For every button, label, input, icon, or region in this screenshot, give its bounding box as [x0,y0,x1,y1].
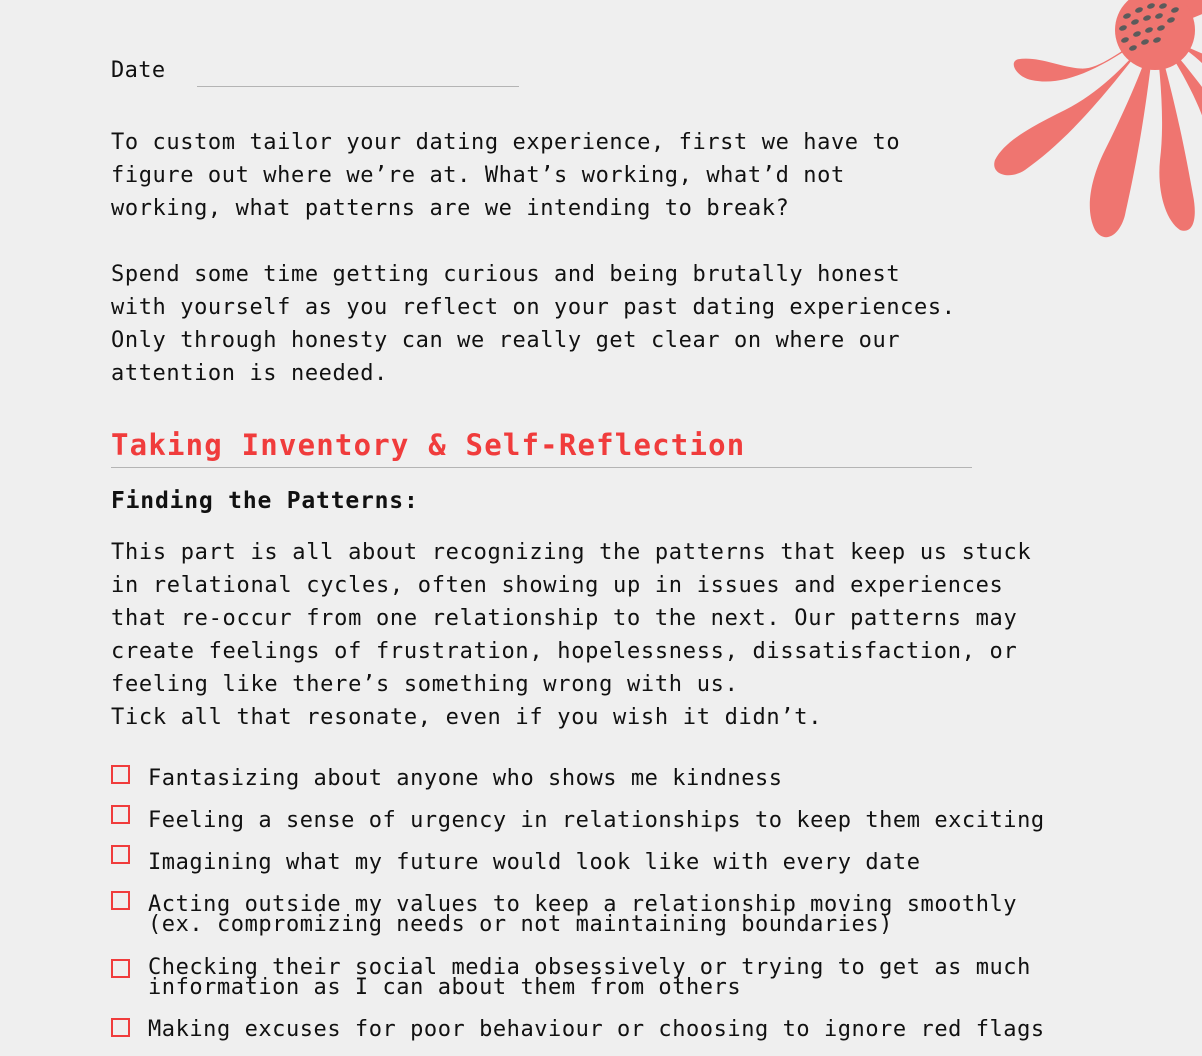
checklist-item-text: Fantasizing about anyone who shows me kindness [148,766,783,791]
flower-decoration-icon [985,0,1202,240]
section-title: Taking Inventory & Self-Reflection [111,428,746,462]
intro2-line: attention is needed. [111,361,388,386]
section-divider [111,467,972,468]
intro2-line: Spend some time getting curious and being brutally honest [111,262,901,287]
intro2-line: with yourself as you reflect on your past dating experiences. [111,295,956,320]
intro-line: working, what patterns are we intending to break? [111,196,790,221]
date-input-line[interactable] [197,86,519,87]
checkbox[interactable] [111,765,130,784]
checkbox[interactable] [111,805,130,824]
sub-title: Finding the Patterns: [111,488,419,514]
body-line: create feelings of frustration, hopelessness, dissatisfaction, or [111,639,1018,664]
checklist-item-text: Checking their social media obsessively or trying to get as much [148,955,1031,980]
intro2-line: Only through honesty can we really get clear on where our [111,328,901,353]
checklist-item-text: Acting outside my values to keep a relationship moving smoothly [148,892,1018,917]
intro-paragraph [111,126,900,225]
intro-line: To custom tailor your dating experience, first we have to [111,130,901,155]
checkbox[interactable] [111,891,130,910]
checkbox[interactable] [111,959,130,978]
intro-line: figure out where we’re at. What’s working, what’d not [111,163,845,188]
checklist-item-text: Making excuses for poor behaviour or choosing to ignore red flags [148,1017,1045,1042]
body-line: feeling like there’s something wrong with us. [111,672,739,697]
body-line: that re-occur from one relationship to the next. Our patterns may [111,606,1018,631]
date-label: Date [111,58,166,83]
intro2-paragraph [111,258,956,390]
body-paragraph [111,536,1031,734]
checklist-item-text: (ex. compromizing needs or not maintaining boundaries) [148,912,893,937]
checklist-item-text: Feeling a sense of urgency in relationships to keep them exciting [148,808,1045,833]
body-line: This part is all about recognizing the patterns that keep us stuck [111,540,1032,565]
body-line: in relational cycles, often showing up in issues and experiences [111,573,1004,598]
checkbox[interactable] [111,845,130,864]
checkbox[interactable] [111,1018,130,1037]
checklist-item-text: information as I can about them from others [148,975,742,1000]
body-line: Tick all that resonate, even if you wish it didn’t. [111,705,823,730]
checklist-item-text: Imagining what my future would look like with every date [148,850,921,875]
